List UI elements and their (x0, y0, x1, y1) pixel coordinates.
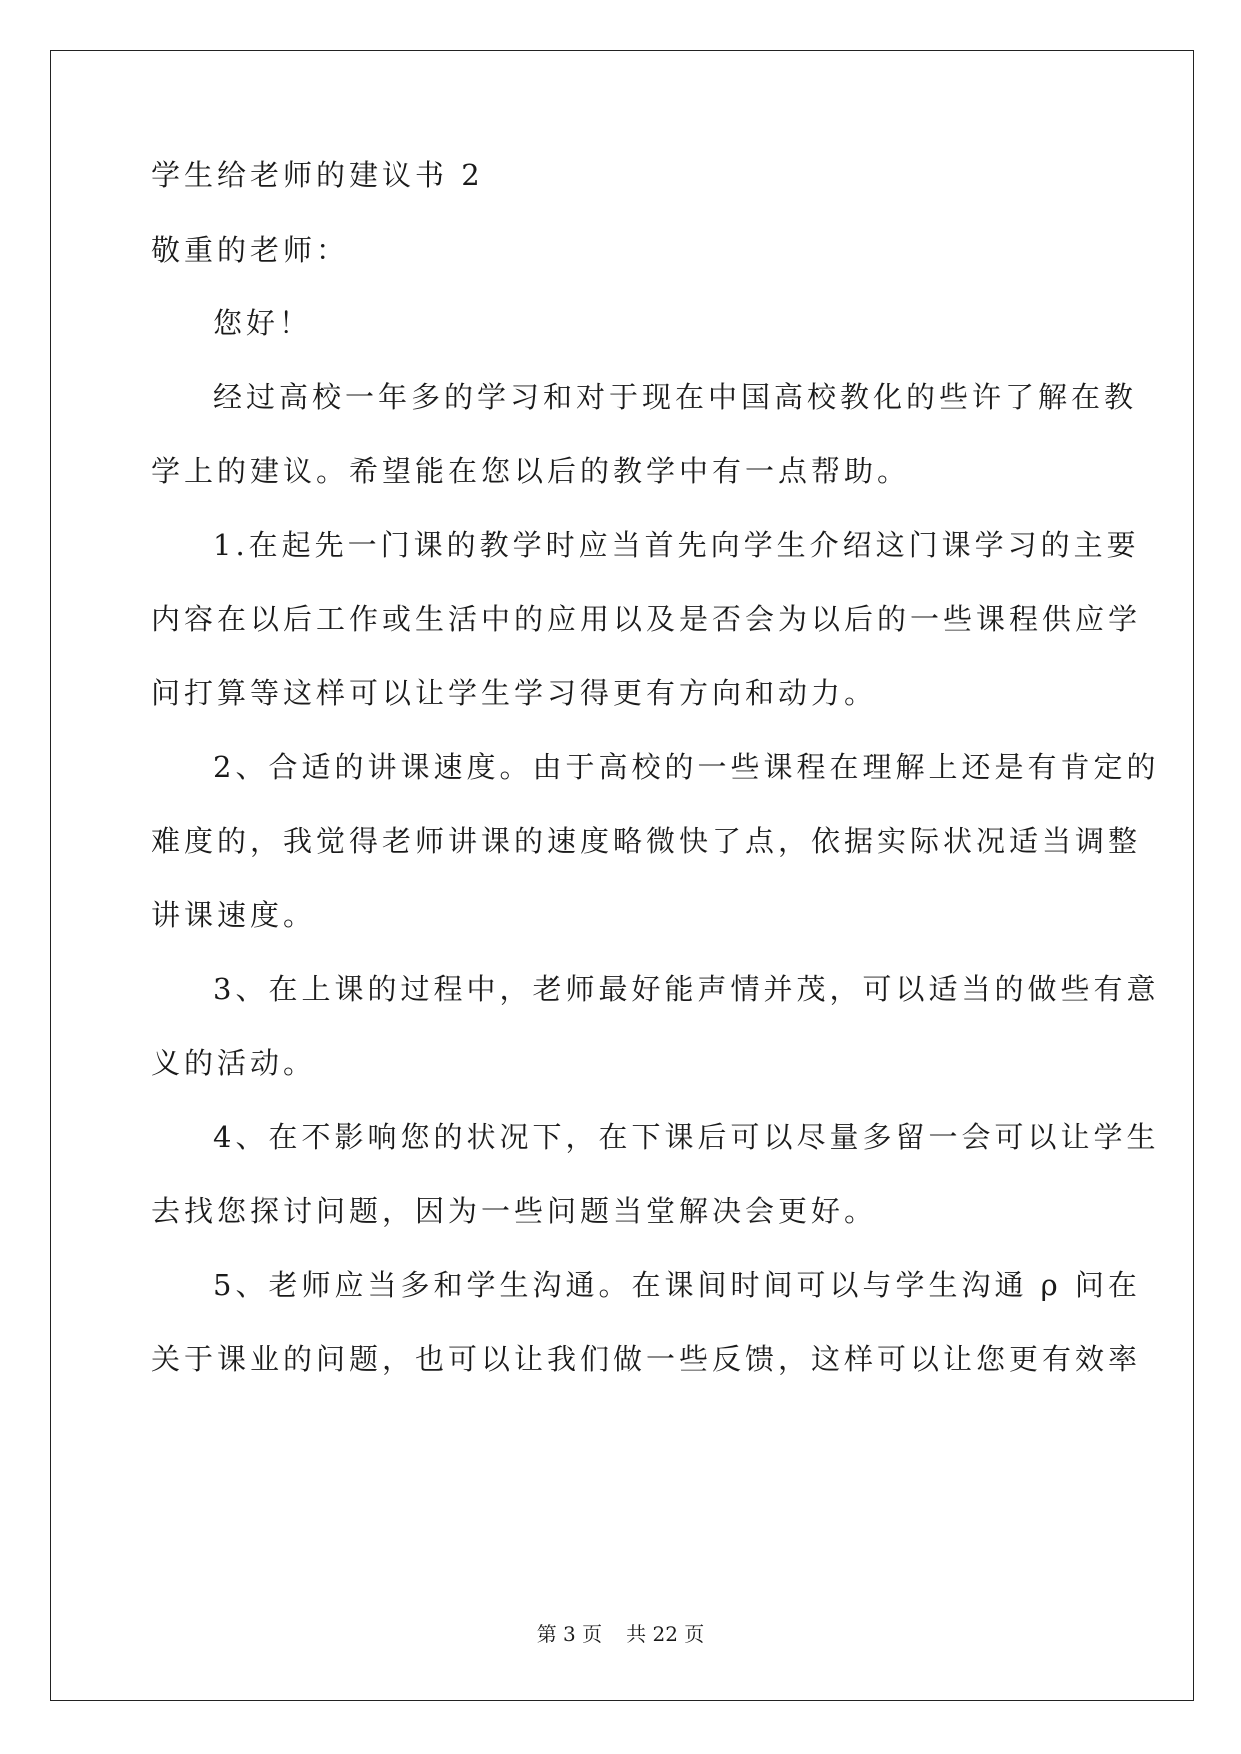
page-total: 共 22 页 (626, 1622, 705, 1646)
page-footer (0, 1618, 1241, 1647)
page-number: 第 3 页 (536, 1622, 603, 1646)
paragraph-line: 关于课业的问题，也可以让我们做一些反馈，这样可以让您更有效率 (151, 1342, 1142, 1376)
paragraph-line: 去找您探讨问题，因为一些问题当堂解决会更好。 (151, 1194, 878, 1228)
paragraph-line: 问打算等这样可以让学生学习得更有方向和动力。 (151, 676, 878, 710)
document-title: 学生给老师的建议书 2 (151, 158, 484, 192)
paragraph-line: 1.在起先一门课的教学时应当首先向学生介绍这门课学习的主要 (213, 528, 1140, 562)
paragraph-line: 4、在不影响您的状况下，在下课后可以尽量多留一会可以让学生 (213, 1120, 1160, 1154)
paragraph-line: 义的活动。 (151, 1046, 317, 1080)
paragraph-line: 经过高校一年多的学习和对于现在中国高校教化的些许了解在教 (213, 380, 1138, 414)
greeting: 您好！ (213, 306, 313, 340)
page-border (50, 50, 1194, 1701)
paragraph-line: 5、老师应当多和学生沟通。在课间时间可以与学生沟通 ρ 问在 (213, 1268, 1141, 1302)
paragraph-line: 难度的，我觉得老师讲课的速度略微快了点，依据实际状况适当调整 (151, 824, 1142, 858)
salutation: 敬重的老师： (151, 233, 350, 267)
paragraph-line: 讲课速度。 (151, 898, 317, 932)
paragraph-line: 内容在以后工作或生活中的应用以及是否会为以后的一些课程供应学 (151, 602, 1142, 636)
paragraph-line: 2、合适的讲课速度。由于高校的一些课程在理解上还是有肯定的 (213, 750, 1160, 784)
paragraph-line: 学上的建议。希望能在您以后的教学中有一点帮助。 (151, 454, 911, 488)
paragraph-line: 3、在上课的过程中，老师最好能声情并茂，可以适当的做些有意 (213, 972, 1160, 1006)
